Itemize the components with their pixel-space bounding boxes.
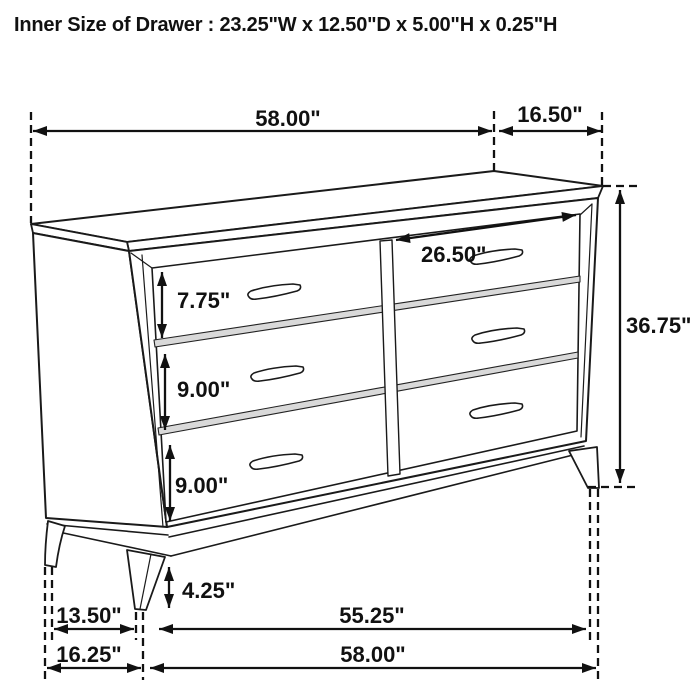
page-title: Inner Size of Drawer : 23.25"W x 12.50"D x 5.00"H x 0.25"H	[14, 14, 558, 36]
leg-back-left	[45, 521, 65, 567]
dim-label-top-width: 58.00"	[255, 106, 321, 131]
dim-label-base-front-inner-width: 55.25"	[339, 603, 405, 628]
dim-label-bottom-drawer-height: 9.00"	[175, 473, 229, 498]
dresser-drawing	[31, 171, 603, 610]
dim-label-top-depth: 16.50"	[517, 102, 583, 127]
dim-label-drawer-inner-width: 26.50"	[421, 242, 487, 267]
dim-label-top-drawer-height: 7.75"	[177, 288, 231, 313]
apron-bottom-left	[54, 531, 171, 556]
dim-label-base-side-inner-depth: 13.50"	[56, 603, 122, 628]
dim-label-leg-height: 4.25"	[182, 578, 236, 603]
dim-label-middle-drawer-height: 9.00"	[177, 377, 231, 402]
dim-label-overall-height: 36.75"	[626, 313, 692, 338]
leg-front-right	[569, 447, 599, 488]
dim-label-base-side-depth: 16.25"	[56, 642, 122, 667]
dim-label-base-front-width: 58.00"	[340, 642, 406, 667]
